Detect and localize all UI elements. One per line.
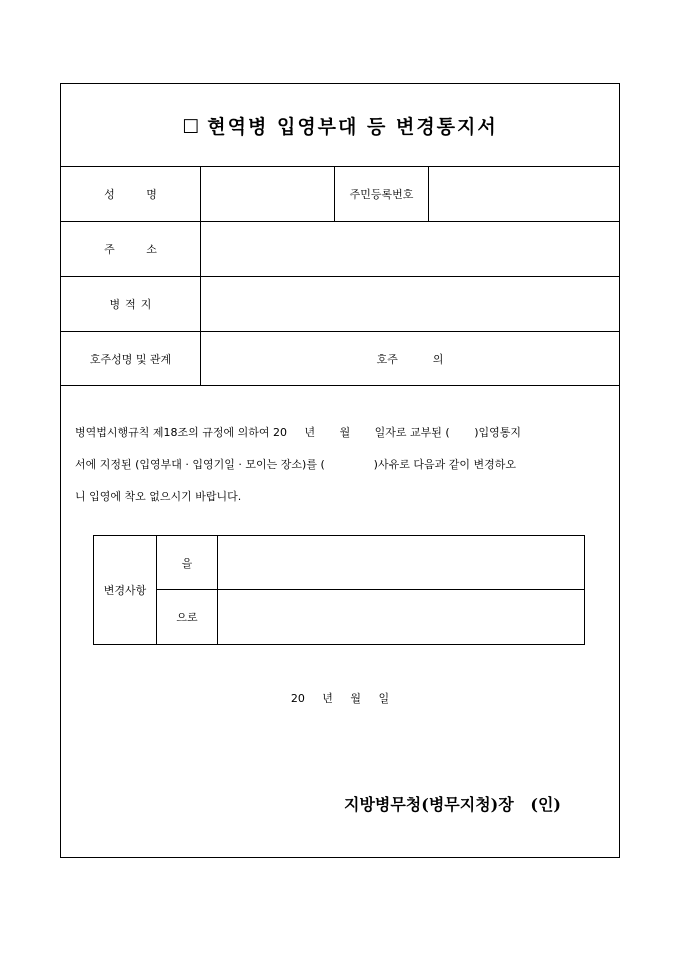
change-notice-form: [60, 83, 620, 858]
name-row: [61, 167, 619, 222]
title-row: [61, 84, 619, 167]
form-title: [182, 112, 498, 139]
paragraph-line-2: 서에 지정된 (입영부대 · 입영기일 · 모이는 장소)를 ( )사유로 다음과 같이 변경하오: [75, 458, 516, 471]
paragraph-line-1: 병역법시행규칙 제18조의 규정에 의하여 20 년 월 일자로 교부된 ( )입영통지: [75, 426, 521, 439]
changes-to-label: 으로: [157, 590, 218, 644]
address-field[interactable]: [201, 222, 619, 276]
address-row: [61, 222, 619, 277]
registry-field[interactable]: [201, 277, 619, 331]
notice-paragraph: [75, 417, 609, 513]
issue-date: 20 년 월 일: [290, 692, 390, 705]
form-title-text: 현역병 입영부대 등 변경통지서: [207, 115, 498, 138]
changes-label: 변경사항: [94, 536, 157, 644]
name-field[interactable]: [201, 167, 334, 221]
changes-from-label: 을: [157, 536, 218, 589]
registry-row: [61, 277, 619, 332]
changes-to-field[interactable]: [218, 590, 584, 644]
resident-number-label: 주민등록번호: [349, 188, 414, 201]
paragraph-line-3: 니 입영에 착오 없으시기 바랍니다.: [75, 490, 242, 503]
changes-from-field[interactable]: [218, 536, 584, 589]
householder-row: [61, 332, 619, 386]
changes-to-row: [157, 590, 584, 644]
resident-number-field[interactable]: [429, 167, 619, 221]
householder-label: 호주성명 및 관계: [89, 352, 172, 366]
changes-from-row: [157, 536, 584, 590]
name-label: 성 명: [104, 188, 171, 201]
registry-label: 병적지: [109, 298, 157, 311]
changes-table: [93, 535, 585, 645]
issuer-signature: 지방병무청(병무지청)장 (인): [343, 795, 561, 814]
householder-field[interactable]: 호주 의: [376, 352, 444, 366]
address-label: 주 소: [104, 243, 171, 256]
checkbox-icon: ☐: [182, 115, 202, 138]
